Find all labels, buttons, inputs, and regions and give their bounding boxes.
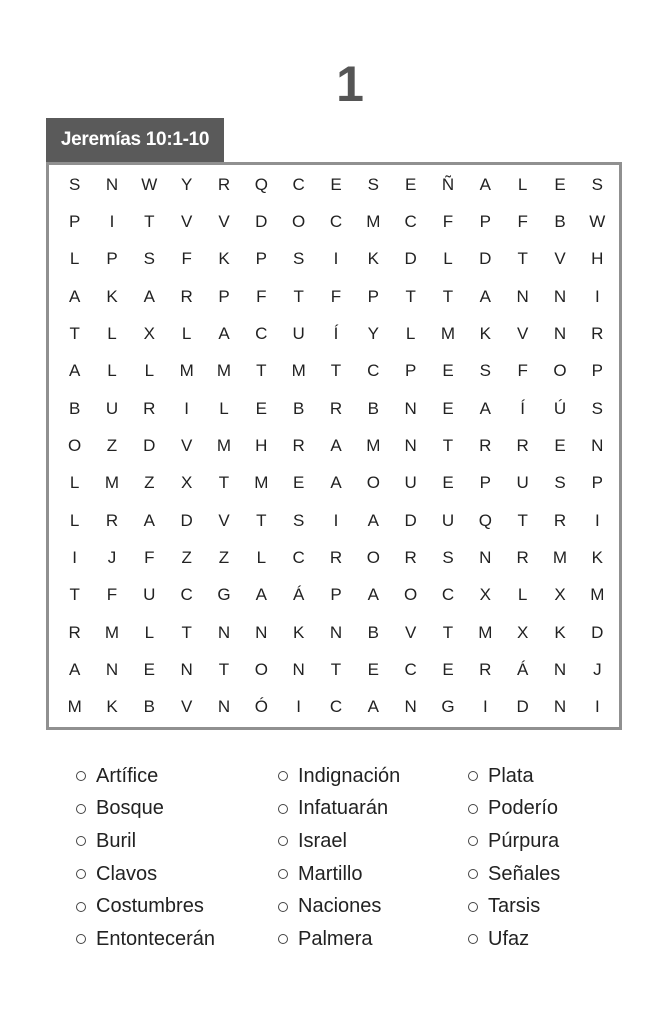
grid-cell[interactable]: I <box>594 510 600 530</box>
grid-cell[interactable]: N <box>404 697 417 717</box>
grid-cell[interactable]: M <box>254 473 269 493</box>
grid-cell[interactable]: I <box>594 286 600 306</box>
grid-cell[interactable]: E <box>442 398 454 418</box>
circle-checkbox-icon[interactable] <box>468 771 478 781</box>
grid-cell[interactable]: V <box>218 211 230 231</box>
grid-cell[interactable]: N <box>105 659 119 679</box>
grid-cell[interactable]: N <box>479 547 492 567</box>
grid-cell[interactable]: T <box>330 361 342 381</box>
grid-cell[interactable]: W <box>589 211 606 231</box>
grid-cell[interactable]: M <box>104 473 120 493</box>
grid-cell[interactable]: N <box>516 286 529 306</box>
grid-cell[interactable]: G <box>217 585 231 605</box>
grid-cell[interactable]: F <box>181 249 192 269</box>
grid-cell[interactable]: Q <box>254 174 268 194</box>
circle-checkbox-icon[interactable] <box>278 771 288 781</box>
grid-cell[interactable]: L <box>144 622 155 642</box>
grid-cell[interactable]: L <box>219 398 229 418</box>
grid-cell[interactable]: K <box>106 286 118 306</box>
grid-cell[interactable]: I <box>333 510 339 530</box>
word-item[interactable] <box>76 890 215 923</box>
circle-checkbox-icon[interactable] <box>468 902 478 912</box>
grid-cell[interactable]: F <box>517 211 528 231</box>
grid-cell[interactable]: L <box>517 174 528 194</box>
grid-cell[interactable]: M <box>291 361 306 381</box>
grid-cell[interactable]: R <box>143 398 156 418</box>
grid-cell[interactable]: B <box>292 398 305 418</box>
grid-cell[interactable]: S <box>591 174 603 194</box>
grid-cell[interactable]: N <box>553 697 567 717</box>
grid-cell[interactable]: N <box>404 398 417 418</box>
grid-cell[interactable]: T <box>218 659 230 679</box>
grid-cell[interactable]: E <box>143 659 155 679</box>
grid-cell[interactable]: O <box>366 473 380 493</box>
grid-cell[interactable]: E <box>404 174 417 194</box>
grid-cell[interactable]: R <box>516 435 529 455</box>
grid-cell[interactable]: A <box>367 697 379 717</box>
grid-cell[interactable]: F <box>144 547 155 567</box>
word-column-1 <box>76 760 215 956</box>
grid-cell[interactable]: P <box>255 249 267 269</box>
grid-cell[interactable]: E <box>367 659 379 679</box>
circle-checkbox-icon[interactable] <box>468 869 478 879</box>
letter-grid <box>56 166 616 726</box>
circle-checkbox-icon[interactable] <box>278 869 288 879</box>
grid-cell[interactable]: M <box>590 585 605 605</box>
grid-cell[interactable]: D <box>180 510 193 530</box>
grid-cell[interactable]: T <box>330 659 342 679</box>
grid-cell[interactable]: Ó <box>254 697 268 717</box>
grid-cell[interactable]: Ú <box>553 398 567 418</box>
grid-cell[interactable]: U <box>516 473 529 493</box>
grid-cell[interactable]: R <box>329 547 343 567</box>
grid-cell[interactable]: T <box>256 510 267 530</box>
grid-cell[interactable]: N <box>105 174 119 194</box>
word-label: Israel <box>298 829 347 852</box>
grid-cell[interactable]: N <box>255 622 268 642</box>
grid-cell[interactable]: R <box>68 622 81 642</box>
grid-cell[interactable]: P <box>106 249 118 269</box>
grid-cell[interactable]: L <box>181 323 192 343</box>
word-label: Indignación <box>298 764 401 787</box>
grid-cell[interactable]: B <box>367 398 379 418</box>
grid-cell[interactable]: B <box>367 622 379 642</box>
grid-cell[interactable]: S <box>367 174 379 194</box>
grid-cell[interactable]: E <box>255 398 267 418</box>
grid-cell[interactable]: T <box>144 211 155 231</box>
grid-cell[interactable]: M <box>366 435 381 455</box>
grid-cell[interactable]: T <box>69 323 80 343</box>
grid-cell[interactable]: C <box>292 547 305 567</box>
word-item[interactable] <box>76 923 215 956</box>
grid-cell[interactable]: L <box>517 585 528 605</box>
grid-cell[interactable]: T <box>517 249 528 269</box>
word-item[interactable] <box>76 793 215 826</box>
grid-cell[interactable]: I <box>109 211 115 231</box>
grid-cell[interactable]: F <box>106 585 118 605</box>
grid-cell[interactable]: T <box>69 585 80 605</box>
grid-cell[interactable]: P <box>218 286 230 306</box>
grid-cell[interactable]: A <box>479 398 491 418</box>
grid-cell[interactable]: E <box>292 473 305 493</box>
grid-cell[interactable]: S <box>479 361 491 381</box>
grid-cell[interactable]: E <box>554 174 566 194</box>
word-item[interactable] <box>278 760 400 793</box>
word-item[interactable] <box>468 923 560 956</box>
word-label: Entontecerán <box>96 927 215 950</box>
grid-cell[interactable]: V <box>516 323 529 343</box>
grid-cell[interactable]: Á <box>516 659 529 679</box>
grid-cell[interactable]: S <box>554 473 566 493</box>
grid-cell[interactable]: I <box>594 697 600 717</box>
grid-cell[interactable]: M <box>478 622 493 642</box>
grid-cell[interactable]: A <box>367 585 379 605</box>
grid-cell[interactable]: L <box>69 510 80 530</box>
grid-cell[interactable]: L <box>144 361 155 381</box>
word-label: Clavos <box>96 862 158 885</box>
grid-cell[interactable]: H <box>591 249 604 269</box>
circle-checkbox-icon[interactable] <box>76 902 86 912</box>
grid-cell[interactable]: I <box>184 398 190 418</box>
grid-cell[interactable]: L <box>69 473 80 493</box>
grid-cell[interactable]: Q <box>478 510 492 530</box>
grid-cell[interactable]: R <box>516 547 529 567</box>
word-label: Plata <box>488 764 534 787</box>
circle-checkbox-icon[interactable] <box>76 934 86 944</box>
grid-cell[interactable]: C <box>292 174 305 194</box>
grid-cell[interactable]: C <box>367 361 380 381</box>
word-column-3 <box>468 760 560 956</box>
grid-cell[interactable]: H <box>255 435 268 455</box>
grid-cell[interactable]: A <box>330 435 342 455</box>
grid-cell[interactable]: Í <box>333 323 339 343</box>
grid-cell[interactable]: O <box>553 361 567 381</box>
grid-cell[interactable]: C <box>255 323 268 343</box>
grid-cell[interactable]: Ñ <box>441 174 455 194</box>
grid-cell[interactable]: I <box>482 697 488 717</box>
grid-cell[interactable]: V <box>180 211 193 231</box>
grid-cell[interactable]: M <box>216 361 232 381</box>
word-label: Artífice <box>96 764 159 787</box>
word-item[interactable] <box>76 825 215 858</box>
grid-cell[interactable]: D <box>404 249 417 269</box>
grid-cell[interactable]: V <box>218 510 230 530</box>
grid-cell[interactable]: R <box>553 510 567 530</box>
grid-cell[interactable]: R <box>404 547 417 567</box>
grid-cell[interactable]: P <box>591 361 603 381</box>
word-label: Púrpura <box>488 829 560 852</box>
grid-cell[interactable]: T <box>293 286 304 306</box>
grid-cell[interactable]: X <box>479 585 491 605</box>
grid-cell[interactable]: N <box>292 659 305 679</box>
word-item[interactable] <box>278 793 400 826</box>
grid-cell[interactable]: Y <box>180 174 193 194</box>
grid-cell[interactable]: E <box>554 435 566 455</box>
grid-cell[interactable]: A <box>68 361 81 381</box>
grid-cell[interactable]: X <box>180 473 193 493</box>
word-item[interactable] <box>278 858 400 891</box>
grid-cell[interactable]: P <box>479 473 491 493</box>
word-label: Infatuarán <box>298 797 389 820</box>
grid-cell[interactable]: C <box>180 585 193 605</box>
grid-cell[interactable]: V <box>554 249 566 269</box>
circle-checkbox-icon[interactable] <box>468 836 478 846</box>
circle-checkbox-icon[interactable] <box>468 934 478 944</box>
grid-cell[interactable]: S <box>68 174 81 194</box>
grid-cell[interactable]: K <box>479 323 491 343</box>
grid-cell[interactable]: N <box>180 659 193 679</box>
word-item[interactable] <box>76 760 215 793</box>
grid-cell[interactable]: E <box>442 473 454 493</box>
word-label: Señales <box>488 862 561 885</box>
word-item[interactable] <box>468 760 560 793</box>
grid-cell[interactable]: S <box>442 547 454 567</box>
grid-cell[interactable]: Z <box>106 435 118 455</box>
grid-cell[interactable]: K <box>367 249 379 269</box>
circle-checkbox-icon[interactable] <box>76 836 86 846</box>
grid-cell[interactable]: N <box>553 286 567 306</box>
grid-cell[interactable]: U <box>292 323 305 343</box>
grid-cell[interactable]: I <box>296 697 302 717</box>
grid-cell[interactable]: R <box>292 435 305 455</box>
grid-cell[interactable]: D <box>591 622 604 642</box>
grid-cell[interactable]: C <box>404 659 417 679</box>
grid-cell[interactable]: I <box>333 249 339 269</box>
grid-cell[interactable]: I <box>72 547 78 567</box>
grid-cell[interactable]: T <box>442 622 454 642</box>
grid-cell[interactable]: L <box>405 323 416 343</box>
word-label: Poderío <box>488 797 559 820</box>
grid-cell[interactable]: K <box>218 249 230 269</box>
grid-cell[interactable]: U <box>143 585 156 605</box>
word-item[interactable] <box>278 923 400 956</box>
grid-cell[interactable]: K <box>106 697 118 717</box>
grid-cell[interactable]: L <box>256 547 267 567</box>
circle-checkbox-icon[interactable] <box>278 934 288 944</box>
grid-cell[interactable]: C <box>404 211 417 231</box>
grid-cell[interactable]: L <box>443 249 453 269</box>
grid-cell[interactable]: X <box>554 585 566 605</box>
grid-cell[interactable]: A <box>255 585 267 605</box>
grid-cell[interactable]: M <box>104 622 120 642</box>
circle-checkbox-icon[interactable] <box>278 902 288 912</box>
grid-cell[interactable]: A <box>367 510 379 530</box>
grid-cell[interactable]: Í <box>520 398 526 418</box>
grid-cell[interactable]: Z <box>218 547 230 567</box>
grid-cell[interactable]: A <box>68 286 81 306</box>
grid-cell[interactable]: A <box>68 659 81 679</box>
circle-checkbox-icon[interactable] <box>278 804 288 814</box>
grid-cell[interactable]: A <box>218 323 230 343</box>
grid-cell[interactable]: T <box>218 473 230 493</box>
grid-cell[interactable]: C <box>329 697 343 717</box>
grid-cell[interactable]: N <box>217 697 231 717</box>
grid-cell[interactable]: A <box>479 174 491 194</box>
word-item[interactable] <box>468 793 560 826</box>
grid-cell[interactable]: S <box>143 249 155 269</box>
word-label: Martillo <box>298 862 363 885</box>
grid-cell[interactable]: O <box>404 585 418 605</box>
grid-cell[interactable]: N <box>329 622 343 642</box>
grid-cell[interactable]: O <box>254 659 268 679</box>
grid-cell[interactable]: N <box>591 435 604 455</box>
grid-cell[interactable]: Z <box>181 547 192 567</box>
grid-cell[interactable]: K <box>591 547 603 567</box>
grid-cell[interactable]: T <box>442 435 454 455</box>
grid-cell[interactable]: P <box>68 211 81 231</box>
grid-cell[interactable]: T <box>442 286 454 306</box>
grid-cell[interactable]: N <box>404 435 417 455</box>
word-item[interactable] <box>468 890 560 923</box>
grid-cell[interactable]: U <box>404 473 417 493</box>
circle-checkbox-icon[interactable] <box>278 836 288 846</box>
grid-cell[interactable]: P <box>404 361 417 381</box>
grid-cell[interactable]: E <box>442 659 454 679</box>
circle-checkbox-icon[interactable] <box>76 771 86 781</box>
grid-cell[interactable]: L <box>107 361 117 381</box>
grid-cell[interactable]: C <box>329 211 343 231</box>
word-label: Costumbres <box>96 895 204 918</box>
grid-cell[interactable]: A <box>143 510 155 530</box>
grid-cell[interactable]: F <box>442 211 454 231</box>
word-label: Buril <box>96 829 137 852</box>
word-item[interactable] <box>468 825 560 858</box>
grid-cell[interactable]: E <box>442 361 454 381</box>
page-number: 1 <box>336 56 364 112</box>
grid-cell[interactable]: F <box>330 286 342 306</box>
word-label: Tarsis <box>488 895 541 918</box>
grid-cell[interactable]: M <box>179 361 194 381</box>
grid-cell[interactable]: T <box>181 622 192 642</box>
grid-cell[interactable]: Z <box>144 473 155 493</box>
word-list <box>76 760 636 960</box>
grid-cell[interactable]: D <box>143 435 156 455</box>
word-column-2 <box>278 760 400 956</box>
grid-cell[interactable]: Y <box>367 323 379 343</box>
grid-cell[interactable]: J <box>593 659 602 679</box>
grid-cell[interactable]: R <box>105 510 119 530</box>
grid-cell[interactable]: E <box>330 174 342 194</box>
grid-cell[interactable]: P <box>330 585 342 605</box>
grid-cell[interactable]: N <box>217 622 231 642</box>
grid-cell[interactable]: V <box>180 697 193 717</box>
word-item[interactable] <box>76 858 215 891</box>
grid-cell[interactable]: B <box>143 697 155 717</box>
grid-cell[interactable]: S <box>591 398 603 418</box>
grid-cell[interactable]: P <box>479 211 491 231</box>
grid-cell[interactable]: R <box>180 286 193 306</box>
grid-cell[interactable]: L <box>69 249 80 269</box>
grid-cell[interactable]: M <box>366 211 381 231</box>
grid-cell[interactable]: T <box>256 361 267 381</box>
grid-cell[interactable]: D <box>404 510 417 530</box>
word-item[interactable] <box>278 890 400 923</box>
grid-cell[interactable]: M <box>440 323 456 343</box>
grid-cell[interactable]: R <box>479 435 492 455</box>
grid-cell[interactable]: G <box>441 697 455 717</box>
grid-cell[interactable]: K <box>292 622 305 642</box>
grid-cell[interactable]: V <box>404 622 417 642</box>
grid-cell[interactable]: R <box>329 398 343 418</box>
circle-checkbox-icon[interactable] <box>76 804 86 814</box>
grid-cell[interactable]: X <box>516 622 529 642</box>
grid-cell[interactable]: M <box>552 547 568 567</box>
grid-cell[interactable]: R <box>591 323 604 343</box>
grid-cell[interactable]: O <box>292 211 306 231</box>
grid-cell[interactable]: W <box>141 174 158 194</box>
grid-cell[interactable]: X <box>143 323 155 343</box>
word-label: Ufaz <box>488 927 530 950</box>
grid-cell[interactable]: R <box>217 174 231 194</box>
grid-cell[interactable]: D <box>516 697 529 717</box>
grid-cell[interactable]: O <box>68 435 82 455</box>
grid-cell[interactable]: F <box>256 286 267 306</box>
word-label: Bosque <box>96 797 164 820</box>
grid-cell[interactable]: O <box>366 547 380 567</box>
grid-cell[interactable]: B <box>554 211 566 231</box>
scripture-reference-tab: Jeremías 10:1-10 <box>46 118 224 162</box>
grid-cell[interactable]: Á <box>292 585 305 605</box>
grid-cell[interactable]: M <box>67 697 82 717</box>
grid-cell[interactable]: A <box>143 286 155 306</box>
word-item[interactable] <box>278 825 400 858</box>
grid-cell[interactable]: N <box>553 659 567 679</box>
word-label: Naciones <box>298 895 382 918</box>
grid-cell[interactable]: N <box>553 323 567 343</box>
grid-cell[interactable]: K <box>554 622 566 642</box>
grid-cell[interactable]: S <box>292 249 305 269</box>
grid-cell[interactable]: P <box>591 473 603 493</box>
grid-cell[interactable]: S <box>292 510 305 530</box>
grid-cell[interactable]: B <box>68 398 81 418</box>
circle-checkbox-icon[interactable] <box>468 804 478 814</box>
grid-cell[interactable]: T <box>405 286 416 306</box>
grid-cell[interactable]: C <box>441 585 455 605</box>
grid-cell[interactable]: P <box>367 286 379 306</box>
grid-cell[interactable]: A <box>479 286 491 306</box>
grid-cell[interactable]: U <box>441 510 455 530</box>
word-label: Palmera <box>298 927 373 950</box>
circle-checkbox-icon[interactable] <box>76 869 86 879</box>
grid-cell[interactable]: J <box>107 547 117 567</box>
grid-cell[interactable]: F <box>517 361 528 381</box>
grid-cell[interactable]: A <box>330 473 342 493</box>
grid-cell[interactable]: L <box>107 323 117 343</box>
word-item[interactable] <box>468 858 560 891</box>
grid-cell[interactable]: D <box>255 211 268 231</box>
grid-cell[interactable]: V <box>180 435 193 455</box>
grid-cell[interactable]: U <box>105 398 119 418</box>
grid-cell[interactable]: D <box>479 249 492 269</box>
grid-cell[interactable]: R <box>479 659 492 679</box>
grid-cell[interactable]: M <box>216 435 232 455</box>
grid-cell[interactable]: T <box>517 510 528 530</box>
